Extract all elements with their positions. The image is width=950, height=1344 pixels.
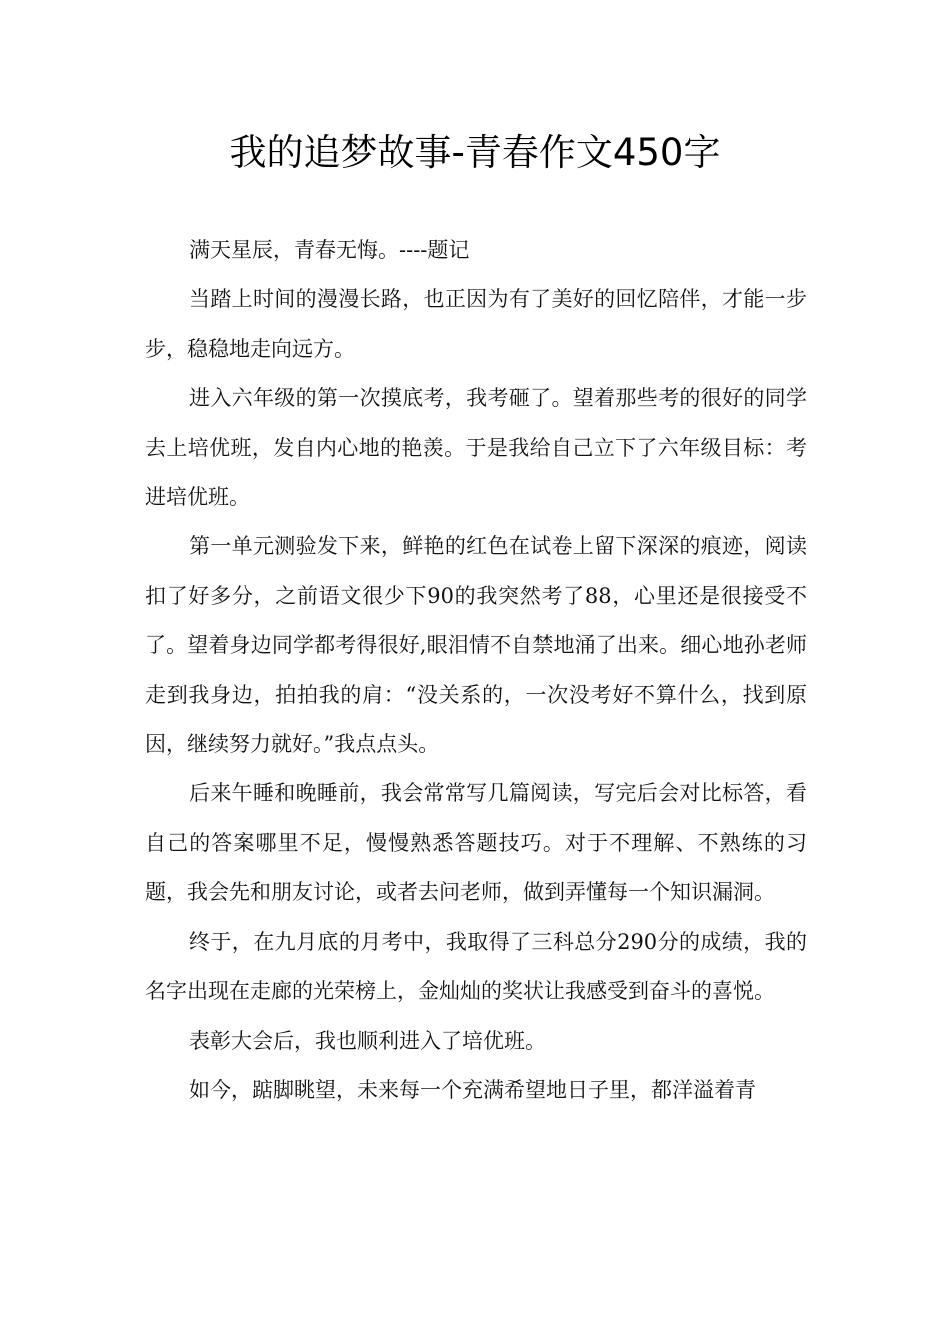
- paragraph-success: 终于，在九月底的月考中，我取得了三科总分290分的成绩，我的名字出现在走廊的光荣榜上，金灿灿的奖状让我感受到奋斗的喜悦。: [145, 929, 807, 1004]
- paragraph-epigraph: 满天星辰，青春无悔。----题记: [189, 238, 470, 262]
- paragraph-practice: 后来午睡和晚睡前，我会常常写几篇阅读，写完后会对比标答，看自己的答案哪里不足，慢慢熟悉答题技巧。对于不理解、不熟练的习题，我会先和朋友讨论，或者去问老师，做到弄懂每一个知识漏洞。: [145, 781, 807, 905]
- essay-body: [145, 226, 807, 1115]
- paragraph-future: 如今，踮脚眺望，未来每一个充满希望地日子里，都洋溢着青: [189, 1077, 756, 1102]
- document-title: 我的追梦故事-青春作文450字: [229, 131, 721, 174]
- paragraph-intro: 当踏上时间的漫漫长路，也正因为有了美好的回忆陪伴，才能一步步，稳稳地走向远方。: [145, 287, 807, 361]
- paragraph-unit-test: 第一单元测验发下来，鲜艳的红色在试卷上留下深深的痕迹，阅读扣了好多分，之前语文很少下90的我突然考了88，心里还是很接受不了。望着身边同学都考得很好,眼泪情不自禁地涌了出来。细心地孙老师走到我身边，拍拍我的肩：“没关系的，一次没考好不算什么，找到原因，继续努力就好。”我点点头。: [145, 534, 807, 757]
- paragraph-award: 表彰大会后，我也顺利进入了培优班。: [189, 1028, 546, 1053]
- paragraph-exam-failure: 进入六年级的第一次摸底考，我考砸了。望着那些考的很好的同学去上培优班，发自内心地的艳羡。于是我给自己立下了六年级目标：考进培优班。: [145, 386, 807, 510]
